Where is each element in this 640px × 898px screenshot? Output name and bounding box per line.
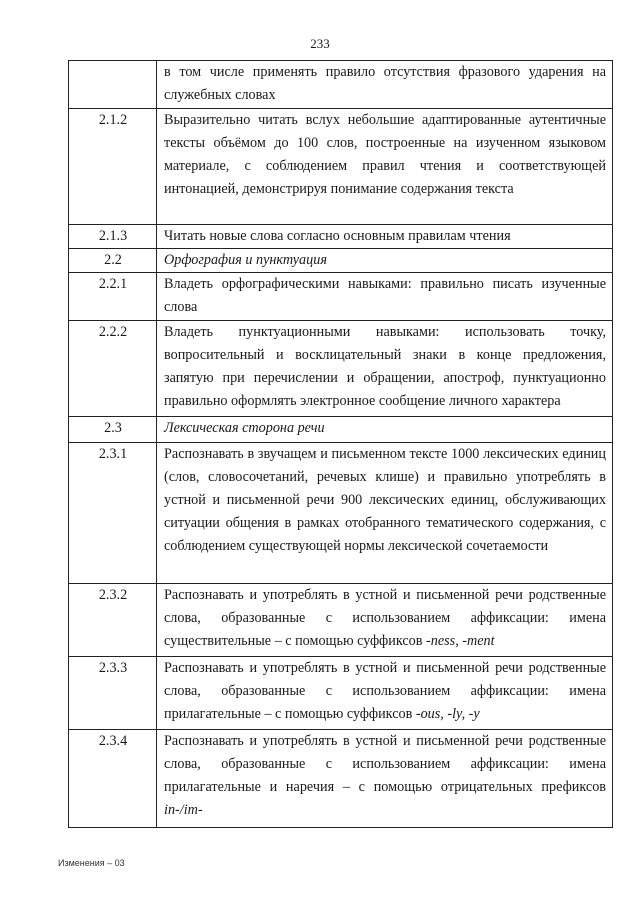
row-text bbox=[157, 657, 613, 730]
table-row bbox=[69, 61, 613, 109]
table-row bbox=[69, 109, 613, 225]
requirements-table bbox=[68, 60, 613, 828]
row-code: 2.3.2 bbox=[69, 584, 157, 657]
row-code: 2.3.3 bbox=[69, 657, 157, 730]
revision-note: Изменения – 03 bbox=[58, 858, 125, 868]
row-text bbox=[157, 584, 613, 657]
row-text: Владеть орфографическими навыками: правильно писать изученные слова bbox=[157, 273, 613, 321]
row-text: Выразительно читать вслух небольшие адаптированные аутентичные тексты объёмом до 100 слов, построенные на изученном языковом материале, с соблюдением правил чтения и соответствующей интонацией, демонстрируя понимание содержания текста bbox=[157, 109, 613, 225]
suffix-list: -ness, -ment bbox=[426, 633, 495, 649]
row-text bbox=[157, 730, 613, 828]
section-heading: Лексическая сторона речи bbox=[157, 417, 613, 443]
prefix-list: in-/im- bbox=[164, 802, 203, 818]
row-text-main: Распознавать и употреблять в устной и письменной речи родственные слова, образованные с использованием аффиксации: имена существительные – с помощью суффиксов bbox=[164, 587, 606, 649]
row-text: в том числе применять правило отсутствия фразового ударения на служебных словах bbox=[157, 61, 613, 109]
row-text-main: Распознавать и употреблять в устной и письменной речи родственные слова, образованные с использованием аффиксации: имена прилагательные и наречия – с помощью отрицательных префиксов bbox=[164, 733, 606, 795]
row-code: 2.3.4 bbox=[69, 730, 157, 828]
row-text: Распознавать в звучащем и письменном тексте 1000 лексических единиц (слов, словосочетаний, речевых клише) и правильно употреблять в устной и письменной речи 900 лексических единиц, обслуживающих ситуации общения в рамках отобранного тематического содержания, с соблюдением существующей нормы лексической сочетаемости bbox=[157, 443, 613, 584]
row-text: Владеть пунктуационными навыками: использовать точку, вопросительный и восклицательный знаки в конце предложения, запятую при перечислении и обращении, апостроф, пунктуационно правильно оформлять электронное сообщение личного характера bbox=[157, 321, 613, 417]
table-row bbox=[69, 249, 613, 273]
section-heading: Орфография и пунктуация bbox=[157, 249, 613, 273]
suffix-list: -ous, -ly, -y bbox=[415, 706, 480, 722]
row-code: 2.3.1 bbox=[69, 443, 157, 584]
row-code: 2.3 bbox=[69, 417, 157, 443]
table-row bbox=[69, 321, 613, 417]
table-row bbox=[69, 417, 613, 443]
row-code: 2.1.2 bbox=[69, 109, 157, 225]
page-number: 233 bbox=[310, 36, 330, 51]
table-row bbox=[69, 273, 613, 321]
row-code: 2.2.1 bbox=[69, 273, 157, 321]
row-code: 2.1.3 bbox=[69, 225, 157, 249]
table-row bbox=[69, 584, 613, 657]
row-code: 2.2 bbox=[69, 249, 157, 273]
row-text-main: Распознавать и употреблять в устной и письменной речи родственные слова, образованные с использованием аффиксации: имена прилагательные – с помощью суффиксов bbox=[164, 660, 606, 722]
table-row bbox=[69, 443, 613, 584]
table-row bbox=[69, 730, 613, 828]
table-row bbox=[69, 225, 613, 249]
row-code bbox=[69, 61, 157, 109]
row-text: Читать новые слова согласно основным правилам чтения bbox=[157, 225, 613, 249]
table-row bbox=[69, 657, 613, 730]
row-code: 2.2.2 bbox=[69, 321, 157, 417]
